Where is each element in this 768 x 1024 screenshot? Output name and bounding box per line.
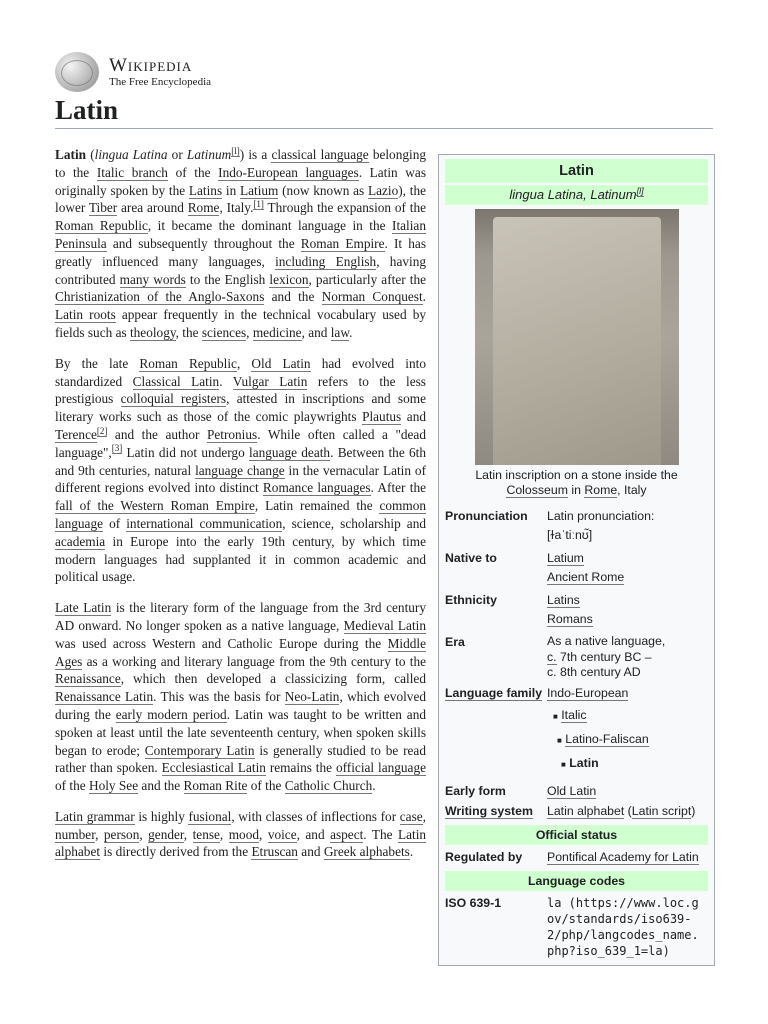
link[interactable]: Contemporary Latin xyxy=(144,742,255,758)
reference-link[interactable]: [3] xyxy=(111,443,123,454)
text: is generally studied to be read rather than spoken. xyxy=(55,742,426,776)
text: is highly xyxy=(134,808,189,824)
link[interactable]: Christianization of the Anglo-Saxons xyxy=(55,289,265,305)
link[interactable]: early modern period xyxy=(115,706,227,722)
row-early-form xyxy=(445,781,708,801)
section-header-official-status: Official status xyxy=(445,825,708,845)
link[interactable]: lexicon xyxy=(269,271,309,287)
text: , Italy. xyxy=(219,200,254,216)
text: , attested in inscriptions and some literary works such as those of the comic playwrights xyxy=(55,391,427,425)
link[interactable]: Latium xyxy=(239,182,279,198)
link[interactable]: Roman Empire xyxy=(300,235,385,251)
value-text: Latin pronunciation: xyxy=(547,509,655,523)
page-title: Latin xyxy=(55,95,119,125)
row-era xyxy=(445,632,708,683)
link[interactable]: Ecclesiastical Latin xyxy=(161,760,266,776)
text: of the xyxy=(167,164,219,180)
text: , and xyxy=(296,826,331,842)
logo-name: Wikipedia xyxy=(109,54,193,76)
text: in Europe into the early 19th century, by which time modern languages had supplanted it in common academic and political usage. xyxy=(55,533,426,585)
link[interactable]: classical language xyxy=(271,147,369,162)
ipa-text: [ɫaˈtiːnʊ̃] xyxy=(547,528,593,542)
bullet-icon: ■ xyxy=(557,735,562,745)
text: , it became the dominant language in the xyxy=(147,218,393,234)
link[interactable]: Latin script xyxy=(631,803,692,818)
text: , which evolved during the xyxy=(55,689,426,722)
text: and the xyxy=(264,289,322,305)
link[interactable]: Latin alphabet xyxy=(547,803,625,818)
text: , with classes of inflections for xyxy=(231,808,400,824)
link[interactable]: Latins xyxy=(188,182,223,198)
list-item xyxy=(547,707,708,725)
text: to the English xyxy=(185,271,270,287)
inscription-image[interactable] xyxy=(475,209,679,465)
link[interactable]: voice xyxy=(267,826,297,842)
link[interactable]: Latino-Faliscan xyxy=(565,731,649,746)
link[interactable]: language change xyxy=(195,462,285,478)
section-header-language-codes: Language codes xyxy=(445,871,708,891)
stone-shape xyxy=(493,217,661,465)
link[interactable]: Latin grammar xyxy=(55,808,135,824)
text: , which then developed a classicizing form, called xyxy=(120,671,426,687)
link[interactable]: common language xyxy=(55,498,426,531)
text: , particularly after the xyxy=(308,271,426,287)
row-value xyxy=(547,849,708,865)
link[interactable]: Italic xyxy=(561,707,587,722)
link[interactable]: Old Latin xyxy=(547,783,597,798)
code-text[interactable]: php?iso_639_1=la) xyxy=(547,943,670,958)
link[interactable]: Holy See xyxy=(88,778,139,794)
text: , xyxy=(259,826,268,842)
row-value xyxy=(547,685,708,779)
link[interactable]: Writing system xyxy=(445,803,533,818)
link[interactable]: Renaissance Latin xyxy=(55,689,154,705)
link[interactable]: colloquial registers xyxy=(120,391,227,407)
text: . It has greatly influenced many languages, xyxy=(55,235,426,269)
text: . Latin was originally spoken by the xyxy=(55,164,426,198)
paragraph-4 xyxy=(55,808,426,861)
link[interactable]: Middle Ages xyxy=(55,635,426,669)
link[interactable]: Italic branch xyxy=(96,164,168,180)
link[interactable]: language death xyxy=(249,444,331,460)
row-label: Era xyxy=(445,635,465,649)
text: . xyxy=(372,778,376,794)
reference-link[interactable]: [2] xyxy=(96,425,108,436)
italic-term: Latinum xyxy=(186,147,232,162)
link[interactable]: Indo-European xyxy=(547,685,629,700)
paragraph-3 xyxy=(55,599,426,795)
row-writing-system xyxy=(445,801,708,821)
link[interactable]: Roman Rite xyxy=(183,778,248,794)
link[interactable]: Neo-Latin xyxy=(284,689,340,705)
text: . This was the basis for xyxy=(153,689,285,705)
text: in xyxy=(222,182,240,198)
link[interactable]: Tiber xyxy=(88,200,118,216)
row-value xyxy=(547,634,708,681)
row-regulated-by xyxy=(445,847,708,867)
text: , the xyxy=(175,324,202,340)
link[interactable]: Latin roots xyxy=(55,307,116,323)
value-text: Latin xyxy=(569,755,599,770)
infobox xyxy=(438,154,715,966)
row-value xyxy=(547,550,708,588)
text: Through the expansion of the xyxy=(263,200,427,216)
text: had evolved into standardized xyxy=(55,355,426,389)
wikipedia-logo[interactable] xyxy=(55,52,211,92)
link[interactable]: Romance languages xyxy=(262,480,371,496)
text: is the literary form of the language from the 3rd century AD onward. No longer spoken as a native language, xyxy=(55,600,426,633)
link[interactable]: Indo-European languages xyxy=(218,164,359,180)
row-label: ISO 639-1 xyxy=(445,895,502,910)
text: of xyxy=(103,515,127,531)
link[interactable]: gender xyxy=(148,826,184,842)
text: , xyxy=(139,826,149,842)
text: , Latin remained the xyxy=(254,498,380,514)
wikipedia-wordmark xyxy=(109,56,211,89)
text: is directly derived from the xyxy=(100,844,252,860)
title-divider xyxy=(55,128,713,129)
link[interactable]: sciences xyxy=(201,324,247,340)
link[interactable]: number xyxy=(55,826,96,842)
link[interactable]: law xyxy=(330,324,350,340)
infobox-title: Latin xyxy=(445,159,708,183)
row-value xyxy=(547,592,708,630)
text: . The xyxy=(363,826,398,842)
text: or xyxy=(167,147,187,162)
link[interactable]: Medieval Latin xyxy=(343,617,426,633)
text: in xyxy=(567,483,585,497)
text: , science, scholarship and xyxy=(282,515,426,531)
family-tree xyxy=(547,707,708,773)
text: as a working and literary language from the 9th century to the xyxy=(82,653,426,669)
list-item xyxy=(547,731,708,749)
link[interactable]: Lazio xyxy=(367,182,399,198)
infobox-subtitle-text: lingua Latina, Latinum xyxy=(509,187,637,202)
link[interactable]: fall of the Western Roman Empire xyxy=(55,498,255,514)
row-value xyxy=(547,803,708,819)
text: was used across Western and Catholic Europe during the xyxy=(55,635,388,651)
link[interactable]: Vulgar Latin xyxy=(232,373,308,389)
text: and subsequently throughout the xyxy=(106,235,301,251)
text: remains the xyxy=(265,760,336,776)
link[interactable]: Italian Peninsula xyxy=(55,218,426,251)
note-link[interactable]: [l] xyxy=(636,185,644,196)
code-text[interactable]: ov/standards/iso639- xyxy=(547,911,692,926)
link[interactable]: Catholic Church xyxy=(284,778,373,794)
text: (now known as xyxy=(278,182,368,198)
code-text[interactable]: la (https://www.loc.g xyxy=(547,895,699,910)
text: and the xyxy=(138,778,184,794)
value-text: c. 8th century AD xyxy=(547,665,641,679)
text: . xyxy=(219,373,233,389)
link[interactable]: case xyxy=(399,808,423,824)
text: . xyxy=(349,324,353,340)
text: refers to the less prestigious xyxy=(55,373,426,407)
text: Latin did not undergo xyxy=(122,444,250,460)
row-label: Ethnicity xyxy=(445,593,497,607)
text: , xyxy=(219,826,229,842)
row-iso-639-1 xyxy=(445,893,708,961)
text: , xyxy=(236,355,252,371)
link[interactable]: medicine xyxy=(252,324,302,340)
image-caption xyxy=(445,468,708,498)
article-body xyxy=(55,146,426,874)
text: of the xyxy=(247,778,285,794)
text: , having contributed xyxy=(55,253,426,287)
row-label xyxy=(445,803,547,819)
text: , xyxy=(422,808,426,824)
link[interactable]: Etruscan xyxy=(251,844,298,860)
link[interactable]: Norman Conquest xyxy=(321,289,423,305)
list-item xyxy=(547,755,708,773)
reference-link[interactable]: [1] xyxy=(253,198,264,209)
bullet-icon: ■ xyxy=(561,759,566,769)
text: of the xyxy=(55,778,89,794)
text: ( xyxy=(86,147,95,162)
link[interactable]: Latins xyxy=(547,593,580,607)
text: , and xyxy=(301,324,331,340)
link[interactable]: including English xyxy=(275,253,377,269)
text: and xyxy=(401,409,426,425)
text: . Latin was taught to be written and spoken at least until the late seventeenth century, when spoken skills began to erode; xyxy=(55,706,427,758)
text: , xyxy=(183,826,193,842)
link[interactable]: c. xyxy=(547,649,557,664)
row-value xyxy=(547,508,708,546)
link[interactable]: Colosseum xyxy=(506,483,568,497)
text: . After the xyxy=(370,480,426,496)
link[interactable]: Romans xyxy=(547,612,593,626)
text: Latin inscription on a stone inside the xyxy=(475,468,678,482)
text: . While often called a "dead language", xyxy=(55,426,426,460)
link[interactable]: Roman Republic xyxy=(139,355,237,371)
text: , xyxy=(246,324,253,340)
text: and the author xyxy=(107,426,207,442)
wikipedia-globe-icon xyxy=(55,52,99,92)
link[interactable]: Language family xyxy=(445,685,543,700)
text: . xyxy=(409,844,414,860)
text: and xyxy=(297,844,324,860)
link[interactable]: Latin alphabet xyxy=(55,826,427,860)
link[interactable]: Petronius xyxy=(206,426,258,442)
value-text: 7th century BC – xyxy=(556,649,652,664)
link[interactable]: person xyxy=(103,826,140,842)
link[interactable]: tense xyxy=(192,826,220,842)
bullet-icon: ■ xyxy=(553,711,558,721)
row-value xyxy=(547,895,708,959)
link[interactable]: Late Latin xyxy=(55,600,112,616)
row-value xyxy=(547,783,708,799)
link[interactable]: many words xyxy=(119,271,186,287)
text: ) is a xyxy=(239,147,272,162)
value-text: ( xyxy=(624,803,632,818)
link[interactable]: mood xyxy=(228,826,260,842)
link[interactable]: Greek alphabets xyxy=(323,844,410,860)
text: . Between the 6th and 9th centuries, natural xyxy=(55,444,427,478)
row-label: Native to xyxy=(445,551,497,565)
link[interactable]: Pontifical Academy for Latin xyxy=(547,849,699,864)
row-label: Pronunciation xyxy=(445,509,528,523)
code-text[interactable]: 2/php/langcodes_name. xyxy=(547,927,699,942)
link[interactable]: Roman Republic xyxy=(55,218,148,234)
row-label: Early form xyxy=(445,783,506,798)
bold-term: Latin xyxy=(55,147,87,162)
link[interactable]: Renaissance xyxy=(55,671,121,687)
text: By the late xyxy=(55,355,140,371)
text: area around xyxy=(117,200,188,216)
logo-tagline: The Free Encyclopedia xyxy=(109,75,212,88)
row-label xyxy=(445,685,547,779)
paragraph-2 xyxy=(55,355,426,586)
link[interactable]: Plautus xyxy=(362,409,402,425)
link[interactable]: Ancient Rome xyxy=(547,570,625,584)
link[interactable]: aspect xyxy=(330,826,364,842)
note-link[interactable]: [l] xyxy=(231,145,240,156)
link[interactable]: academia xyxy=(55,533,106,549)
link[interactable]: Terence xyxy=(55,426,97,442)
link[interactable]: fusional xyxy=(188,808,232,824)
row-pronunciation xyxy=(445,506,708,548)
link[interactable]: Rome xyxy=(187,200,220,216)
row-language-family xyxy=(445,683,708,781)
text: . xyxy=(422,289,426,305)
link[interactable]: international communication xyxy=(126,515,283,531)
text: appear frequently in the technical vocabulary used by fields such as xyxy=(55,307,426,340)
paragraph-1 xyxy=(55,146,426,342)
row-ethnicity xyxy=(445,590,708,632)
link[interactable]: official language xyxy=(335,760,427,776)
italic-term: lingua Latina xyxy=(94,147,168,162)
row-native-to xyxy=(445,548,708,590)
text: , Italy xyxy=(617,483,647,497)
text: , xyxy=(95,826,104,842)
row-label: Regulated by xyxy=(445,849,523,864)
link[interactable]: Latium xyxy=(547,551,584,565)
value-text: As a native language, xyxy=(547,634,666,648)
value-text: ) xyxy=(691,803,696,818)
link[interactable]: Classical Latin xyxy=(132,373,220,389)
text: ), the lower xyxy=(55,182,426,216)
link[interactable]: theology xyxy=(129,324,176,340)
text: in the vernacular Latin of different regions evolved into distinct xyxy=(55,462,426,496)
text: belonging to the xyxy=(55,147,426,180)
link[interactable]: Old Latin xyxy=(251,355,311,371)
link[interactable]: Rome xyxy=(584,483,618,497)
infobox-subtitle xyxy=(445,185,708,205)
